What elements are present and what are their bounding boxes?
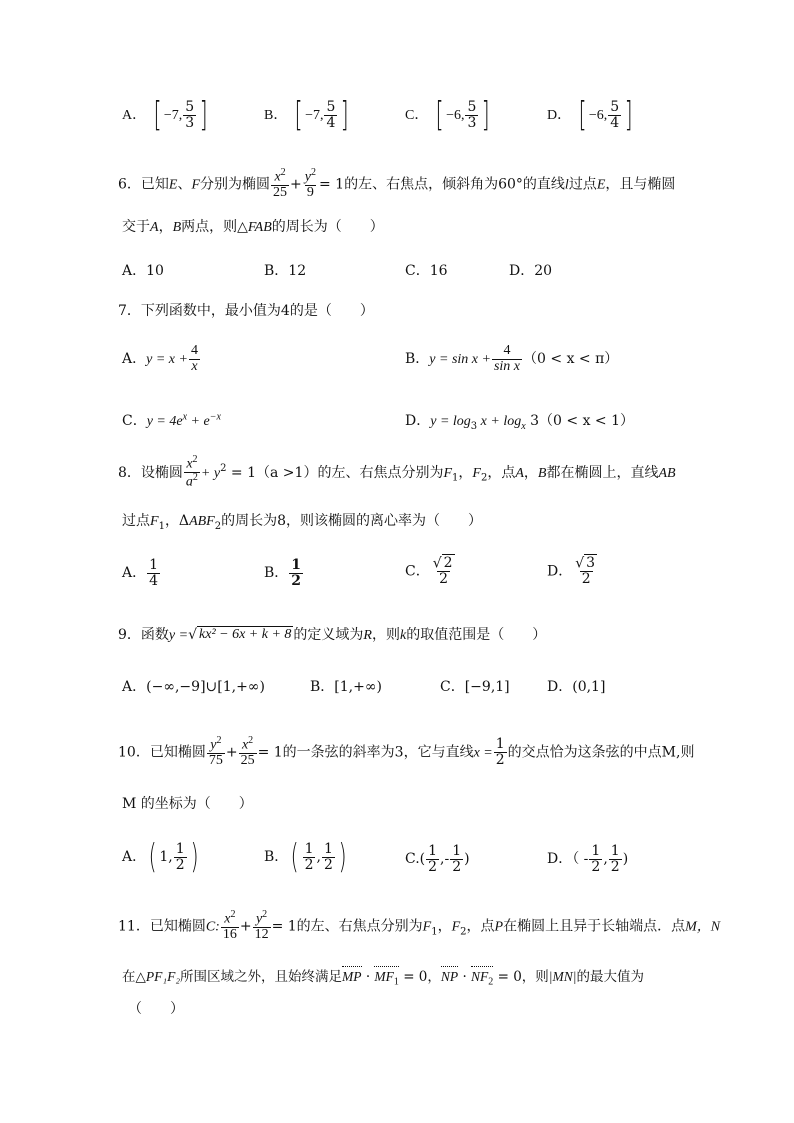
q11-text: 在△	[122, 969, 146, 985]
q10-option-b: B．( $\frac{1}{2}$ , $\frac{1}{2}$ )	[264, 837, 347, 877]
q11-C: C:	[205, 919, 220, 935]
q7-c-label: C．	[122, 413, 147, 429]
q9-c-val: [−9,1]	[464, 679, 510, 695]
q10-text: 的一条弦的斜率为3，它与直线	[282, 744, 474, 761]
q11-text: 的左、右焦点分别为	[296, 918, 423, 935]
q6-F: F	[191, 177, 201, 193]
q7-option-b	[405, 344, 618, 374]
q10-c-mid: ,-	[440, 851, 450, 868]
q10-d-mid: ,	[603, 851, 608, 868]
q8-text: 的周长为8，则该椭圆的离心率为（ ）	[221, 513, 482, 529]
q8-d-rad: 3	[586, 555, 596, 571]
q10-d-label: D．（ -	[547, 851, 589, 868]
q8-option-d: D． $\frac{√ 3}{2}$	[547, 555, 596, 588]
q10-option-a: A．( 1, $\frac{1}{2}$ )	[122, 837, 199, 877]
q10-fx-den: 25	[240, 753, 255, 769]
q10-b-den1: 2	[304, 856, 314, 873]
q6-text: 两点，则△	[181, 219, 248, 235]
q8-F1-sub: 1	[452, 472, 459, 484]
q10-d-den2: 2	[610, 858, 620, 875]
q6-fy-num: y	[304, 169, 311, 185]
q8-B: B	[537, 465, 547, 481]
q9-d-label: D．	[547, 679, 573, 695]
q7-d-sub2: x	[521, 420, 526, 432]
q7-d-cond: （0 < x < 1）	[539, 413, 635, 429]
q11-MN-abs: |MN|	[548, 969, 577, 984]
q9-b-label: B．	[310, 679, 335, 695]
q11-fx-sq: 2	[230, 909, 236, 920]
q5-a-val: −7,	[163, 108, 183, 123]
q10-fy-den: 75	[208, 753, 223, 769]
q8-A: A	[515, 465, 524, 481]
q5-d-den: 4	[610, 114, 620, 131]
q9-option-b	[310, 676, 382, 696]
q10-fx-num: x	[241, 737, 249, 753]
q9-radicand: kx² − 6x + k + 8	[199, 627, 292, 642]
q8-text: 过点	[122, 513, 150, 529]
q7-option-a	[122, 344, 201, 374]
q10-c-end: )	[464, 851, 470, 868]
q8-d-den: 2	[581, 571, 591, 588]
q10-a-num: 1	[175, 840, 185, 857]
q6-stem-line1	[118, 168, 675, 201]
q8-F2-sub: 2	[480, 472, 488, 484]
q10-d-den1: 2	[591, 858, 601, 875]
q11-fx-den: 16	[222, 927, 237, 943]
q8-c-label: C．	[405, 563, 430, 580]
q8-fx-dsq: 2	[192, 472, 198, 484]
q8-ABF: ABF	[189, 514, 215, 529]
q7-c-mid: + e	[187, 414, 210, 429]
q10-eq: = 1	[257, 744, 283, 761]
q11-vec-nf2: NF	[471, 969, 489, 984]
q8-fx-num: x	[186, 456, 193, 472]
q6-fx-num: x	[274, 169, 281, 185]
q8-F1: F	[150, 514, 159, 529]
q9-number: 9．函数	[118, 627, 169, 643]
q7-b-num: 4	[503, 343, 511, 358]
q11-text: 已知椭圆	[149, 918, 206, 935]
q8-option-c: C． $\frac{√ 2}{2}$	[405, 555, 453, 588]
q11-dot: ·	[361, 969, 375, 985]
q6-plus: +	[290, 176, 302, 193]
q5-option-b-label: B．	[264, 108, 288, 123]
q6-stem-line2	[122, 216, 384, 236]
q10-a-den: 2	[175, 856, 185, 873]
q11-text: 所围区域之外，且始终满足	[180, 969, 343, 985]
q8-a-den: 4	[149, 572, 159, 589]
q8-stem-line2	[122, 510, 482, 532]
q10-d-num1: 1	[591, 843, 601, 859]
q6-sep: 、	[177, 176, 192, 193]
q11-P: P	[494, 919, 504, 935]
q11-dot: ·	[458, 969, 472, 985]
q6-FAB: FAB	[247, 220, 272, 235]
q5-option-d-label: D．	[547, 108, 572, 123]
q7-a-den: x	[191, 358, 198, 374]
q8-a-num: 1	[149, 557, 159, 573]
q10-text: 的交点恰为这条弦的中点M,则	[507, 744, 695, 761]
q10-c-label: C.(	[405, 851, 426, 868]
q6-B: B	[172, 220, 182, 235]
q7-c-expr: y = 4e	[146, 414, 183, 429]
q8-b-label: B．	[264, 565, 289, 582]
q8-ABF-sub: 2	[214, 520, 222, 532]
q10-c-den1: 2	[428, 858, 438, 875]
q11-vec-mf1-sub: 1	[393, 976, 399, 988]
q6-number: 6．	[118, 176, 141, 193]
q8-d-label: D．	[547, 563, 573, 580]
q8-AB: AB	[658, 465, 676, 481]
q11-MN: M，N	[685, 919, 721, 935]
q9-stem: 9．函数y =√ kx² − 6x + k + 8 的定义域为R，则k的取值范围是（ ）	[118, 627, 547, 643]
q8-b-den: 2	[291, 572, 302, 589]
q5-d-num: 5	[610, 98, 620, 115]
q11-text: 的最大值为	[576, 969, 644, 985]
q9-b-val: [1,+∞)	[334, 679, 382, 695]
q9-d-val: (0,1]	[572, 679, 606, 695]
q7-b-cond: （0 < x < π）	[523, 351, 619, 368]
q5-a-num: 5	[185, 98, 195, 115]
q7-a-expr: y = x +	[146, 352, 188, 368]
q5-c-num: 5	[467, 98, 477, 115]
q9-text: ，则	[371, 627, 400, 643]
q8-c-rad: 2	[443, 555, 453, 571]
q5-option-b: B． [ −7, $\frac{5}{4}$ ]	[264, 95, 350, 135]
q6-fx-sq: 2	[280, 167, 286, 178]
q11-F2-sub: 2	[460, 926, 467, 938]
q8-number: 8．	[118, 464, 141, 481]
q8-text: 设椭圆	[140, 464, 183, 481]
q10-a-label: A．	[122, 849, 147, 865]
q7-d-sub1: 3	[470, 420, 478, 432]
q5-option-c: C． [ −6, $\frac{5}{3}$ ]	[405, 95, 491, 135]
q10-option-d	[547, 844, 628, 874]
q6-text: ，且与椭圆	[605, 176, 676, 193]
q10-stem-line2: M 的坐标为（ ）	[122, 796, 253, 812]
q11-eq: = 1	[271, 918, 297, 935]
q6-option-c: C．16	[405, 263, 448, 279]
q7-d-expr: y = log	[430, 414, 471, 429]
q11-text: 在椭圆上且异于长轴端点．点	[503, 918, 686, 935]
q11-vec-mp: MP	[342, 969, 362, 984]
q9-k: k	[399, 628, 407, 643]
q9-text: 的定义域为	[293, 627, 364, 643]
q11-plus: +	[239, 918, 252, 935]
q10-number: 10．	[118, 744, 150, 761]
q5-option-a: A． [ −7, $\frac{5}{3}$ ]	[122, 95, 208, 135]
q7-stem: 7．下列函数中，最小值为4的是（ ）	[118, 303, 374, 319]
q11-stem-line1	[118, 910, 720, 943]
q6-E: E	[168, 177, 178, 193]
q5-option-c-label: C．	[405, 108, 429, 123]
q8-text: ，Δ	[164, 513, 190, 529]
q6-text: 的左、右焦点，倾斜角为60°的直线	[344, 176, 565, 193]
q7-a-label: A．	[122, 351, 147, 368]
q10-x: x =	[473, 745, 493, 761]
q8-stem-line1	[118, 455, 676, 491]
q11-eq0b: = 0，则	[493, 969, 549, 985]
q8-F1: F	[443, 465, 453, 481]
q10-b-den2: 2	[323, 856, 333, 873]
q5-option-d: D． [ −6, $\frac{5}{4}$ ]	[547, 95, 633, 135]
q9-c-label: C．	[440, 679, 465, 695]
q5-b-val: −7,	[305, 108, 324, 123]
q8-plus-y: + y	[200, 465, 221, 481]
q10-fy-num: y	[210, 737, 217, 753]
q6-eq: = 1	[319, 176, 345, 193]
q6-fy-den: 9	[306, 185, 314, 201]
q10-b-label: B．	[264, 849, 289, 865]
q6-text: 过点	[568, 176, 597, 193]
q7-b-expr: y = sin x +	[429, 352, 491, 368]
q10-fx-sq: 2	[248, 735, 254, 746]
q6-text: 已知	[140, 176, 169, 193]
q9-y: y =	[168, 628, 189, 643]
q8-F1-sub: 1	[158, 520, 165, 532]
q6-E: E	[596, 177, 606, 193]
q11-text: ，点	[466, 918, 495, 935]
q8-a-label: A．	[122, 565, 147, 582]
q9-R: R	[363, 628, 372, 643]
q10-stem-line1	[118, 736, 694, 769]
q11-sep: ，	[437, 918, 452, 935]
q11-F1: F	[422, 919, 432, 935]
q6-option-d: D．20	[509, 263, 553, 279]
q11-eq0a: = 0，	[398, 969, 441, 985]
q5-option-a-label: A．	[122, 108, 147, 123]
q11-fx-num: x	[224, 911, 231, 927]
q5-b-num: 5	[326, 98, 336, 115]
q11-stem-line3: （ ）	[128, 1001, 184, 1017]
q5-d-val: −6,	[588, 108, 608, 123]
q8-option-a	[122, 558, 161, 588]
q11-stem-line2	[122, 965, 644, 988]
q8-ysq: 2	[220, 463, 227, 475]
q8-c-den: 2	[439, 571, 449, 588]
q11-vec-mf1: MF	[374, 969, 394, 984]
q8-text: 都在椭圆上，直线	[546, 464, 659, 481]
q11-fy-den: 12	[254, 927, 269, 943]
q6-text: 交于	[122, 219, 150, 235]
q9-option-c	[440, 676, 510, 696]
q11-F1-sub: 1	[431, 926, 438, 938]
q6-option-b: B．12	[264, 263, 307, 279]
q7-b-den: sin x	[493, 358, 521, 374]
q7-d-end: 3	[525, 413, 540, 429]
q11-fy-num: y	[255, 911, 263, 927]
q6-text: 的周长为（ ）	[271, 219, 384, 235]
q6-comma: ，	[158, 219, 173, 235]
q9-option-a	[122, 676, 265, 696]
q7-option-c	[122, 410, 221, 430]
q8-fx-den: a	[185, 475, 193, 490]
q10-c-num1: 1	[428, 843, 438, 859]
q6-text: 分别为椭圆	[200, 176, 271, 193]
q6-option-a: A．10	[122, 263, 164, 279]
q7-c-sup1: x	[182, 411, 188, 423]
q10-b-num1: 1	[304, 840, 314, 857]
q8-text: ，点	[487, 464, 516, 481]
q9-a-label: A．	[122, 679, 147, 695]
q11-triangle: PF₁F₂	[145, 969, 181, 984]
q10-text: 已知椭圆	[149, 744, 206, 761]
q10-d-num2: 1	[610, 843, 620, 859]
q9-text: 的取值范围是（ ）	[406, 627, 547, 643]
q6-l: l	[564, 177, 569, 193]
q10-option-c	[405, 844, 470, 874]
q10-c-num2: 1	[452, 843, 462, 859]
q6-fy-sq: 2	[311, 167, 316, 178]
q10-h-den: 2	[495, 752, 505, 769]
q8-b-num: 1	[291, 557, 302, 573]
q6-fx-den: 25	[273, 185, 288, 201]
q11-fy-sq: 2	[262, 909, 268, 920]
q7-d-mid: x + log	[477, 414, 522, 429]
q7-a-num: 4	[190, 343, 198, 358]
q11-F2: F	[451, 919, 461, 935]
q5-a-den: 3	[185, 114, 195, 131]
q9-a-val: (−∞,−9]∪[1,+∞)	[146, 679, 265, 695]
q10-fy-sq: 2	[216, 735, 222, 746]
q10-plus: +	[225, 744, 238, 761]
q10-c-den2: 2	[452, 858, 462, 875]
q8-fx-sq: 2	[192, 454, 198, 465]
q8-option-b	[264, 558, 304, 588]
q6-A: A	[150, 220, 159, 235]
q7-option-d	[405, 410, 634, 432]
q8-cond: （a >1）	[256, 464, 318, 481]
q8-F2: F	[472, 465, 481, 481]
q10-d-end: )	[622, 851, 629, 868]
q8-eq: = 1	[226, 464, 257, 481]
q5-c-den: 3	[467, 114, 477, 131]
q8-comma: ，	[523, 464, 538, 481]
q11-vec-np: NP	[440, 969, 459, 984]
q11-number: 11．	[118, 918, 150, 935]
q10-h-num: 1	[495, 736, 505, 753]
q10-b-num2: 1	[323, 840, 333, 857]
q10-a-1: 1,	[159, 849, 173, 865]
q5-b-den: 4	[326, 114, 336, 131]
q7-b-label: B．	[405, 351, 430, 368]
q5-c-val: −6,	[446, 108, 465, 123]
q8-text: 的左、右焦点分别为	[317, 464, 444, 481]
q9-option-d	[547, 676, 605, 696]
q8-sep: ，	[458, 464, 473, 481]
q7-d-label: D．	[405, 413, 431, 429]
q7-c-sup2: −x	[209, 411, 221, 423]
q11-vec-nf2-sub: 2	[488, 976, 494, 988]
